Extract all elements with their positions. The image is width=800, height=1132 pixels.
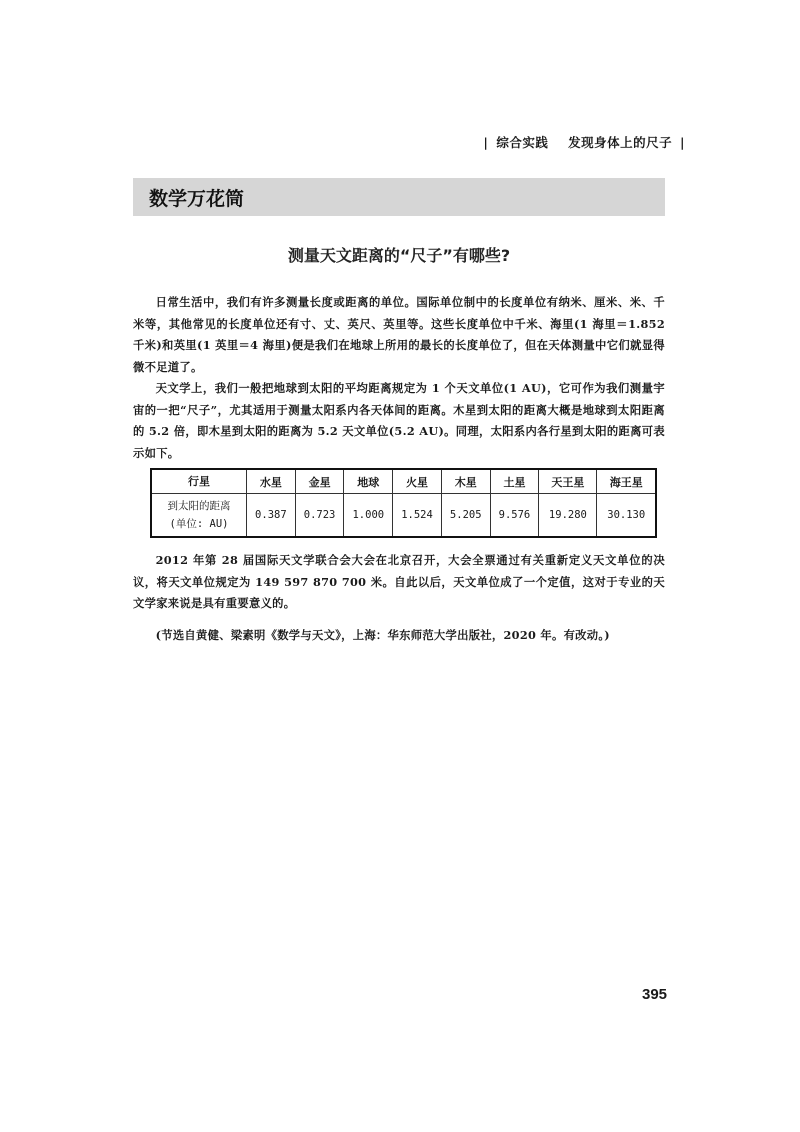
distance-value: 0.387 — [247, 494, 296, 538]
running-header — [480, 133, 688, 151]
distance-value: 0.723 — [295, 494, 344, 538]
row-label-line1: 到太阳的距离 — [167, 500, 231, 512]
header-part1: 综合实践 — [496, 135, 549, 150]
distance-value: 19.280 — [539, 494, 597, 538]
distance-value: 30.130 — [597, 494, 656, 538]
table-row-label — [151, 494, 247, 538]
section-banner — [133, 178, 665, 216]
distance-value: 1.524 — [393, 494, 442, 538]
planet-distance-table — [150, 468, 657, 538]
paragraph-1: 日常生活中，我们有许多测量长度或距离的单位。国际单位制中的长度单位有纳米、厘米、米、千米等，其他常见的长度单位还有寸、丈、英尺、英里等。这些长度单位中千米、海里(1 海里＝1.852 千米)和英里(1 英里＝4 海里)便是我们在地球上所用的最长的长度单位了，但在天体测量中它们就显得微不足道了。 — [133, 295, 665, 374]
header-part2: 发现身体上的尺子 — [568, 135, 673, 150]
table-header-row — [151, 469, 656, 494]
page-number: 395 — [642, 986, 668, 1003]
row-label-line2: (单位: AU) — [169, 518, 229, 530]
article-title: 测量天文距离的“尺子”有哪些? — [287, 246, 511, 265]
planet-name: 地球 — [344, 469, 393, 494]
planet-name: 水星 — [247, 469, 296, 494]
distance-value: 9.576 — [490, 494, 539, 538]
distance-value: 1.000 — [344, 494, 393, 538]
planet-name: 土星 — [490, 469, 539, 494]
planet-name: 木星 — [441, 469, 490, 494]
paragraph-2: 天文学上，我们一般把地球到太阳的平均距离规定为 1 个天文单位(1 AU)，它可作为我们测量宇宙的一把“尺子”，尤其适用于测量太阳系内各天体间的距离。木星到太阳的距离大概是地球到太阳距离的 5.2 倍，即木星到太阳的距离为 5.2 天文单位(5.2 AU)。同理，太阳系内各行星到太阳的距离可表示如下。 — [133, 381, 665, 460]
header-bar-left: | — [483, 135, 489, 150]
header-bar-right: | — [679, 135, 685, 150]
table-header-label: 行星 — [151, 469, 247, 494]
distance-value: 5.205 — [441, 494, 490, 538]
planet-name: 金星 — [295, 469, 344, 494]
section-title: 数学万花筒 — [149, 188, 245, 210]
planet-name: 天王星 — [539, 469, 597, 494]
planet-name: 火星 — [393, 469, 442, 494]
citation-paragraph: (节选自黄健、梁素明《数学与天文》，上海：华东师范大学出版社，2020 年。有改动。) — [155, 628, 610, 642]
planet-name: 海王星 — [597, 469, 656, 494]
table-data-row — [151, 494, 656, 538]
paragraph-3: 2012 年第 28 届国际天文学联合会大会在北京召开，大会全票通过有关重新定义天文单位的决议，将天文单位规定为 149 597 870 700 米。自此以后，天文单位成了一个定值，这对于专业的天文学家来说是具有重要意义的。 — [133, 553, 665, 610]
